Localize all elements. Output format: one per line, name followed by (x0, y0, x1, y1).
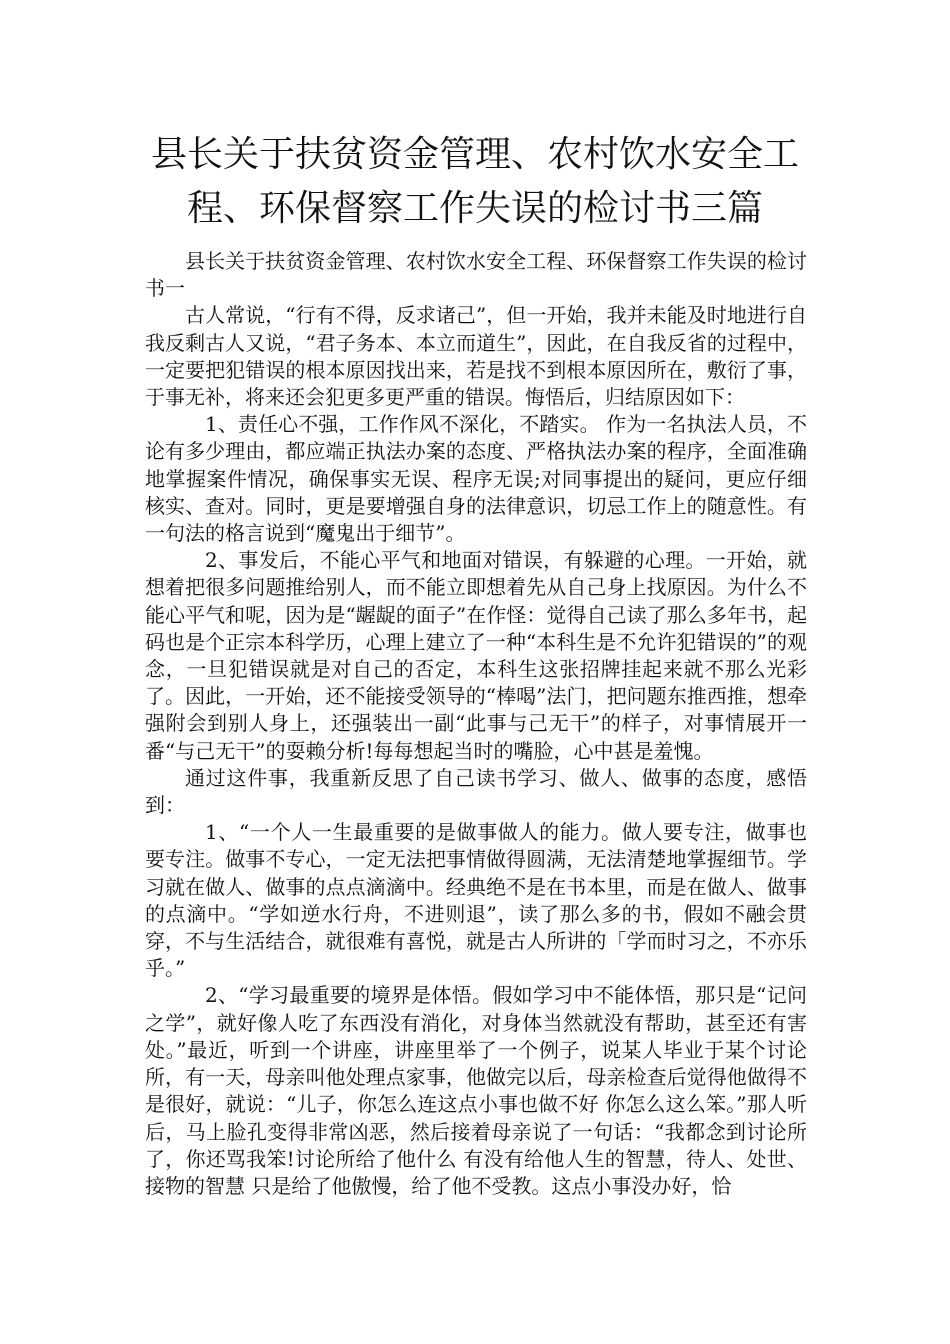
paragraph-reason-1: 1、责任心不强，工作作风不深化，不踏实。 作为一名执法人员，不论有多少理由，都应端正执法办案的态度、严格执法办案的程序，全面准确地掌握案件情况，确保事实无误、程序无误;对同事提出的疑问，更应仔细核实、查对。同时，更是要增强自身的法律意识，切忌工作上的随意性。有一句法的格言说到“魔鬼出于细节”。 (145, 412, 807, 546)
paragraph-insight-2: 2、“学习最重要的境界是体悟。假如学习中不能体悟，那只是“记问之学”，就好像人吃了东西没有消化，对身体当然就没有帮助，甚至还有害处。”最近，听到一个讲座，讲座里举了一个例子，说某人毕业于某个讨论所，有一天，母亲叫他处理点家事，他做完以后，母亲检查后觉得他做得不是很好，就说：“儿子，你怎么连这点小事也做不好 你怎么这么笨。”那人听后，马上脸孔变得非常凶恶，然后接着母亲说了一句话：“我都念到讨论所了，你还骂我笨!讨论所给了他什么 有没有给他人生的智慧，待人、处世、接物的智慧 只是给了他傲慢，给了他不受教。这点小事没办好，恰 (145, 983, 807, 1198)
paragraph-insight-1: 1、“一个人一生最重要的是做事做人的能力。做人要专注，做事也要专注。做事不专心，一定无法把事情做得圆满，无法清楚地掌握细节。学习就在做人、做事的点点滴滴中。经典绝不是在书本里，而是在做人、做事的点滴中。“学如逆水行舟，不进则退”，读了那么多的书，假如不融会贯穿，不与生活结合，就很难有喜悦，就是古人所讲的「学而时习之，不亦乐乎。” (145, 820, 807, 981)
paragraph-intro: 古人常说，“行有不得，反求诸己”，但一开始，我并未能及时地进行自我反剩古人又说，“君子务本、本立而道生”，因此，在自我反省的过程中，一定要把犯错误的根本原因找出来，若是找不到根本原因所在，敷衍了事，于事无补，将来还会犯更多更严重的错误。悔悟后，归结原因如下： (145, 303, 807, 410)
paragraph-reflection: 通过这件事，我重新反思了自己读书学习、做人、做事的态度，感悟到： (145, 765, 807, 818)
paragraph-reason-2: 2、事发后，不能心平气和地面对错误，有躲避的心理。一开始，就想着把很多问题推给别人，而不能立即想着先从自己身上找原因。为什么不能心平气和呢，因为是“龌龊的面子”在作怪：觉得自己读了那么多年书，起码也是个正宗本科学历，心理上建立了一种“本科生是不允许犯错误的”的观念，一旦犯错误就是对自己的否定，本科生这张招牌挂起来就不那么光彩了。因此，一开始，还不能接受领导的“棒喝”法门，把问题东推西推，想牵强附会到别人身上，还强装出一副“此事与己无干”的样子，对事情展开一番“与己无干”的耍赖分析!每每想起当时的嘴脸，心中甚是羞愧。 (145, 548, 807, 763)
document-title: 县长关于扶贫资金管理、农村饮水安全工程、环保督察工作失误的检讨书三篇 (150, 134, 799, 229)
paragraph-subtitle: 县长关于扶贫资金管理、农村饮水安全工程、环保督察工作失误的检讨书一 (145, 249, 807, 301)
document-body (145, 248, 807, 1200)
